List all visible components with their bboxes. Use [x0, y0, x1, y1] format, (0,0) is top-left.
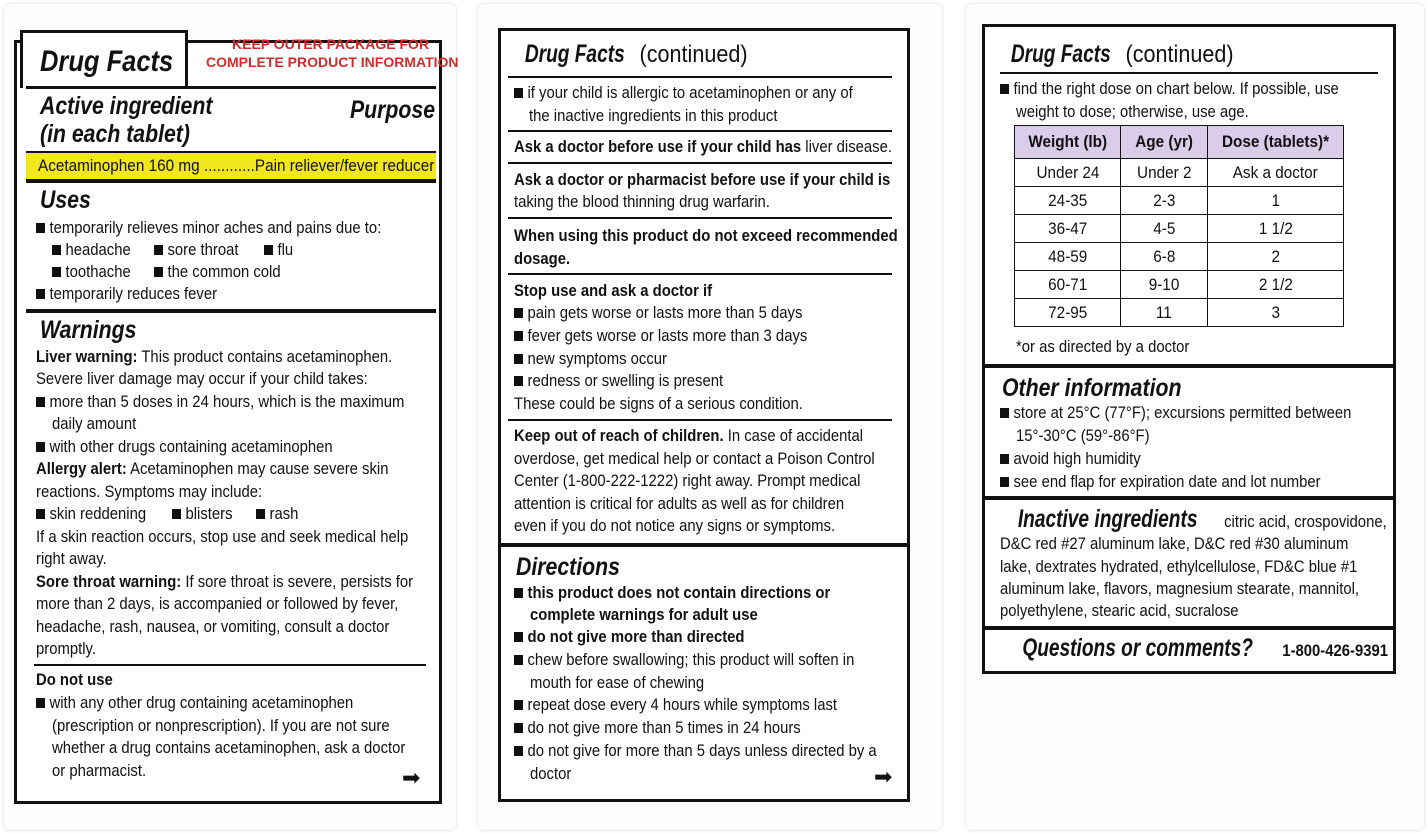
divider [1000, 72, 1378, 74]
ask-pharmacist: Ask a doctor or pharmacist before use if your child is [514, 171, 891, 189]
divider [985, 496, 1393, 500]
keep-text-3: Center (1-800-222-1222) right away. Prompt medical [514, 472, 861, 490]
uses-item: sore throat [154, 239, 238, 261]
do-not-use-3: whether a drug contains acetaminophen, ask a doctor [52, 739, 406, 757]
allergy-item: skin reddening [36, 503, 146, 525]
allergy-alert: Allergy alert: Acetaminophen may cause severe skin [36, 460, 389, 478]
allergic-item-2: the inactive ingredients in this product [529, 107, 778, 125]
table-row: 48-59 6-8 2 [1015, 243, 1344, 271]
find-dose-2: weight to dose; otherwise, use age. [1016, 103, 1249, 121]
table-row: 72-95 11 3 [1015, 299, 1344, 327]
dir-item-cont: mouth for ease of chewing [530, 674, 705, 692]
dir-item-2: complete warnings for adult use [530, 606, 758, 624]
divider [508, 273, 892, 275]
dir-item: chew before swallowing; this product will soften in [514, 649, 854, 671]
dir-item: repeat dose every 4 hours while symptoms last [514, 694, 837, 716]
column-header: Age (yr) [1121, 126, 1208, 159]
questions-comments: Questions or comments? 1-800-426-9391 [1022, 634, 1389, 662]
liver-item: more than 5 doses in 24 hours, which is the maximum [36, 391, 404, 413]
do-not-use-item: with any other drug containing acetaminophen [36, 692, 353, 714]
divider [26, 179, 436, 183]
inactive-2: D&C red #27 aluminum lake, D&C red #30 aluminum [1000, 535, 1349, 553]
other-item: store at 25°C (77°F); excursions permitted between [1000, 402, 1351, 424]
table-row: Under 24 Under 2 Ask a doctor [1015, 159, 1344, 187]
allergy-after: If a skin reaction occurs, stop use and seek medical help [36, 528, 409, 546]
other-item: see end flap for expiration date and lot number [1000, 471, 1321, 493]
liver-item-cont: daily amount [52, 415, 137, 433]
continue-arrow-icon: ➡ [874, 764, 893, 789]
uses-item: flu [264, 239, 293, 261]
sore-throat-4: promptly. [36, 640, 96, 658]
drug-facts-title-continued: Drug Facts (continued) [524, 40, 748, 68]
divider [508, 162, 892, 164]
do-not-use-4: or pharmacist. [52, 762, 147, 780]
keep-outer-line-1: KEEP OUTER PACKAGE FOR [232, 36, 430, 52]
divider [501, 543, 907, 547]
allergic-item: if your child is allergic to acetaminophen or any of [514, 82, 853, 104]
do-not-use-2: (prescription or nonprescription). If you are not sure [52, 717, 390, 735]
uses-item: toothache [52, 261, 131, 283]
dir-item: do not give more than 5 times in 24 hours [514, 717, 801, 739]
table-row: 36-47 4-5 1 1/2 [1015, 215, 1344, 243]
keep-text-5: even if you do not notice any signs or symptoms. [514, 517, 836, 535]
stop-item: pain gets worse or lasts more than 5 days [514, 302, 802, 324]
stop-item: redness or swelling is present [514, 370, 723, 392]
stop-use-heading: Stop use and ask a doctor if [514, 282, 713, 300]
divider [508, 76, 892, 78]
divider [26, 309, 436, 313]
divider [985, 626, 1393, 630]
liver-item: with other drugs containing acetaminophen [36, 436, 333, 458]
do-not-use-heading: Do not use [36, 671, 113, 689]
dir-item: do not give more than directed [514, 626, 745, 648]
divider [34, 664, 426, 666]
table-header-row [1015, 126, 1344, 159]
uses-item: headache [52, 239, 131, 261]
liver-warning-2: Severe liver damage may occur if your child takes: [36, 370, 368, 388]
keep-text-2: overdose, get medical help or contact a Poison Control [514, 450, 875, 468]
inactive-ingredients: Inactive ingredients citric acid, crospovidone, [1017, 505, 1387, 533]
column-header: Dose (tablets)* [1208, 126, 1344, 159]
liver-warning: Liver warning: This product contains acetaminophen. [36, 348, 393, 366]
stop-item: new symptoms occur [514, 348, 667, 370]
uses-item: temporarily reduces fever [36, 283, 217, 305]
sore-throat-warning: Sore throat warning: If sore throat is severe, persists for [36, 573, 414, 591]
stop-item: fever gets worse or lasts more than 3 days [514, 325, 807, 347]
inactive-4: aluminum lake, flavors, magnesium stearate, mannitol, [1000, 580, 1360, 598]
dose-footnote: *or as directed by a doctor [1016, 338, 1190, 356]
find-dose-item: find the right dose on chart below. If possible, use [1000, 78, 1339, 100]
divider [508, 419, 892, 421]
uses-heading: Uses [40, 186, 91, 214]
other-item-cont: 15°-30°C (59°-86°F) [1016, 427, 1150, 445]
active-ingredient-heading-2: (in each tablet) [40, 120, 190, 148]
directions-heading: Directions [516, 553, 620, 581]
sore-throat-3: headache, rash, nausea, or vomiting, consult a doctor [36, 618, 390, 636]
inactive-5: polyethylene, stearic acid, sucralose [1000, 602, 1239, 620]
allergy-item: blisters [172, 503, 233, 525]
allergy-item: rash [256, 503, 298, 525]
when-using-2: dosage. [514, 250, 571, 268]
column-header: Weight (lb) [1015, 126, 1121, 159]
stop-after: These could be signs of a serious condition. [514, 395, 803, 413]
drug-facts-title-continued: Drug Facts (continued) [1010, 40, 1234, 68]
divider [26, 151, 436, 153]
purpose-heading: Purpose [350, 96, 436, 124]
dir-item-cont: doctor [530, 765, 572, 783]
warnings-heading: Warnings [40, 316, 137, 344]
divider [508, 217, 892, 219]
other-information-heading: Other information [1002, 374, 1182, 402]
when-using: When using this product do not exceed recommended [514, 227, 898, 245]
keep-outer-line-2: COMPLETE PRODUCT INFORMATION [206, 54, 459, 70]
uses-item: temporarily relieves minor aches and pains due to: [36, 217, 381, 239]
continue-arrow-icon: ➡ [402, 765, 421, 790]
uses-item: the common cold [154, 261, 281, 283]
divider [508, 130, 892, 132]
table-row: 24-35 2-3 1 [1015, 187, 1344, 215]
drug-facts-title: Drug Facts [40, 45, 174, 78]
dir-item: do not give for more than 5 days unless directed by a [514, 740, 877, 762]
divider [985, 364, 1393, 368]
other-item: avoid high humidity [1000, 448, 1141, 470]
keep-text-4: attention is critical for adults as well as for children [514, 495, 845, 513]
dose-table [1014, 125, 1344, 327]
divider [26, 86, 436, 89]
active-ingredient-heading: Active ingredient [40, 92, 213, 120]
sore-throat-2: more than 2 days, is accompanied or followed by fever, [36, 595, 399, 613]
table-row: 60-71 9-10 2 1/2 [1015, 271, 1344, 299]
allergy-after-2: right away. [36, 550, 107, 568]
keep-out-of-reach: Keep out of reach of children. In case of accidental [514, 427, 864, 445]
allergy-alert-2: reactions. Symptoms may include: [36, 483, 263, 501]
ask-doctor: Ask a doctor before use if your child has liver disease. [514, 138, 892, 156]
active-ingredient-line: Acetaminophen 160 mg ............Pain reliever/fever reducer [38, 156, 435, 175]
inactive-3: lake, dextrates hydrated, ethylcellulose, FD&C blue #1 [1000, 558, 1358, 576]
dir-item: this product does not contain directions or [514, 582, 830, 604]
ask-pharmacist-2: taking the blood thinning drug warfarin. [514, 193, 770, 211]
